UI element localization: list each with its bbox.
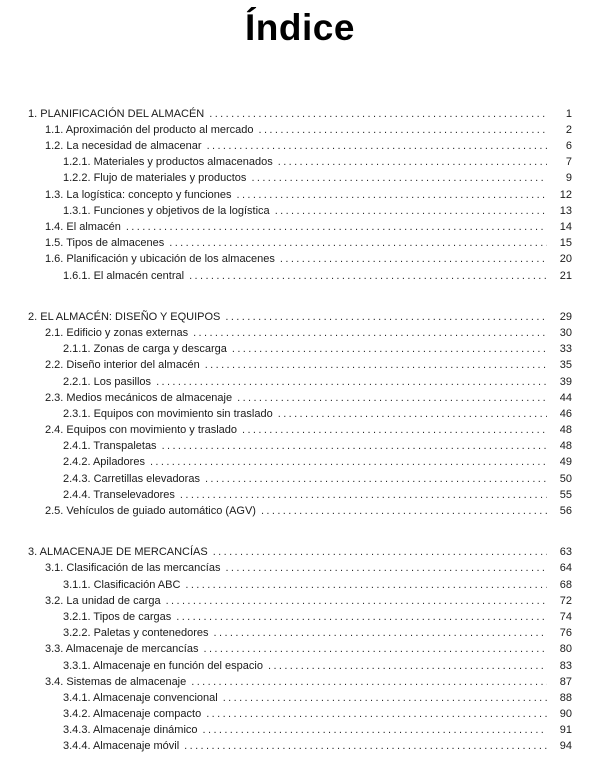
dot-leader: [203, 725, 547, 736]
dot-leader: [237, 393, 547, 404]
dot-leader: [251, 173, 547, 184]
toc-entry-page: 63: [559, 546, 572, 559]
toc-entry-page: 64: [559, 562, 572, 575]
toc-entry-page: 14: [559, 221, 572, 233]
toc-entry-label: 2.1.1. Zonas de carga y descarga: [63, 343, 227, 356]
toc-entry-label: 3.4.1. Almacenaje convencional: [63, 691, 218, 704]
toc-entry-label: 1.2.1. Materiales y productos almacenados: [63, 156, 273, 169]
toc-entry-label: 1.5. Tipos de almacenes: [45, 237, 165, 250]
toc-entry: [28, 125, 572, 141]
dot-leader: [180, 490, 547, 501]
toc-entry: [28, 709, 572, 725]
toc-entry-label: 1.2.2. Flujo de materiales y productos: [63, 172, 247, 185]
toc-entry-page: 46: [559, 407, 572, 420]
dot-leader: [150, 457, 547, 468]
dot-leader: [169, 238, 547, 249]
toc-entry-page: 50: [559, 472, 572, 485]
toc-entry-label: 1.4. El almacén: [45, 221, 121, 233]
toc-entry: [28, 474, 572, 490]
toc-entry: [28, 612, 572, 628]
toc-entry-page: 21: [559, 269, 572, 282]
toc-entry-label: 2.1. Edificio y zonas externas: [45, 326, 189, 339]
toc-entry-label: 1.3.1. Funciones y objetivos de la logística: [63, 204, 270, 217]
toc-entry-label: 3.1. Clasificación de las mercancías: [45, 562, 221, 575]
toc-entry: [28, 677, 572, 693]
toc-entry-page: 90: [559, 708, 572, 721]
toc-entry-page: 6: [565, 140, 572, 153]
toc-entry-page: 35: [559, 359, 572, 372]
dot-leader: [176, 612, 547, 623]
toc-entry-label: 3.4. Sistemas de almacenaje: [45, 675, 187, 688]
toc-entry: [28, 271, 572, 287]
toc-entry-page: 20: [559, 253, 572, 266]
dot-leader: [242, 425, 547, 436]
toc-entry: [28, 425, 572, 441]
dot-leader: [185, 580, 547, 591]
toc-entry: [28, 563, 572, 579]
toc-entry-label: 2.2.1. Los pasillos: [63, 375, 152, 388]
dot-leader: [280, 254, 547, 265]
toc-entry: [28, 206, 572, 222]
toc-entry-label: 2.3.1. Equipos con movimiento sin traslado: [63, 407, 273, 420]
toc-entry: [28, 441, 572, 457]
toc-entry-label: 2.4.4. Transelevadores: [63, 488, 175, 501]
dot-leader: [209, 109, 547, 120]
toc-entry-label: 1.6. Planificación y ubicación de los almacenes: [45, 253, 275, 266]
toc-entry: [28, 409, 572, 425]
toc-entry-page: 29: [559, 310, 572, 323]
toc-entry-page: 72: [559, 594, 572, 607]
toc-entry-label: 1.1. Aproximación del producto al mercado: [45, 123, 254, 136]
dot-leader: [126, 222, 547, 233]
toc-entry-page: 56: [559, 505, 572, 517]
toc-entry-label: 3. ALMACENAJE DE MERCANCÍAS: [28, 546, 208, 559]
dot-leader: [205, 360, 547, 371]
toc-entry-label: 2.4. Equipos con movimiento y traslado: [45, 424, 237, 437]
toc-entry-page: 94: [559, 740, 572, 753]
dot-leader: [268, 661, 547, 672]
toc-entry-label: 2.4.2. Apiladores: [63, 456, 145, 469]
toc-entry: [28, 222, 572, 238]
toc-entry-label: 2.4.1. Transpaletas: [63, 440, 157, 453]
toc-entry: [28, 580, 572, 596]
dot-leader: [225, 563, 547, 574]
toc-entry-page: 83: [559, 659, 572, 672]
toc-entry-page: 76: [559, 627, 572, 640]
toc-entry-page: 12: [559, 188, 572, 201]
dot-leader: [206, 709, 547, 720]
dot-leader: [232, 344, 547, 355]
toc-entry-label: 2.4.3. Carretillas elevadoras: [63, 472, 200, 485]
toc-entry: [28, 628, 572, 644]
toc-entry-page: 15: [559, 237, 572, 250]
toc-entry-page: 68: [559, 578, 572, 591]
toc-entry: [28, 644, 572, 660]
toc-entry-page: 9: [565, 172, 572, 185]
dot-leader: [223, 693, 547, 704]
dot-leader: [225, 312, 547, 323]
dot-leader: [275, 206, 547, 217]
toc-entry: [28, 741, 572, 757]
toc-entry: [28, 312, 572, 328]
dot-leader: [207, 141, 547, 152]
toc-entry-label: 2. EL ALMACÉN: DISEÑO Y EQUIPOS: [28, 310, 221, 323]
toc-entry-page: 44: [559, 391, 572, 404]
toc-entry-page: 91: [559, 724, 572, 737]
toc-entry-label: 3.2.2. Paletas y contenedores: [63, 627, 209, 640]
toc-entry: [28, 457, 572, 473]
dot-leader: [162, 441, 547, 452]
toc-entry: [28, 506, 572, 522]
toc-entry-label: 2.5. Vehículos de guiado automático (AGV): [45, 505, 256, 517]
toc-entry: [28, 190, 572, 206]
dot-leader: [278, 157, 547, 168]
toc-entry-page: 80: [559, 643, 572, 656]
toc-entry: [28, 725, 572, 741]
toc-entry-page: 48: [559, 440, 572, 453]
toc-entry: [28, 157, 572, 173]
toc-entry: [28, 141, 572, 157]
toc-entry-page: 55: [559, 488, 572, 501]
toc-entry: [28, 360, 572, 376]
toc-entry-label: 2.3. Medios mecánicos de almacenaje: [45, 391, 233, 404]
dot-leader: [191, 677, 547, 688]
toc-entry-page: 87: [559, 675, 572, 688]
dot-leader: [156, 377, 547, 388]
toc-entry: [28, 596, 572, 612]
toc-entry-label: 1. PLANIFICACIÓN DEL ALMACÉN: [28, 107, 205, 120]
toc-entry-page: 88: [559, 691, 572, 704]
toc-entry-page: 1: [565, 107, 572, 120]
toc-entry-label: 3.2.1. Tipos de cargas: [63, 610, 172, 623]
toc-entry-label: 3.4.3. Almacenaje dinámico: [63, 724, 198, 737]
dot-leader: [166, 596, 547, 607]
toc-entry: [28, 109, 572, 125]
toc-entry-page: 33: [559, 343, 572, 356]
dot-leader: [237, 190, 547, 201]
toc-entry-page: 13: [559, 204, 572, 217]
dot-leader: [259, 125, 547, 136]
toc-entry: [28, 693, 572, 709]
toc-entry-label: 1.6.1. El almacén central: [63, 269, 185, 282]
toc-entry-page: 2: [565, 123, 572, 136]
toc-entry: [28, 328, 572, 344]
toc-entry-label: 3.4.4. Almacenaje móvil: [63, 740, 180, 753]
toc-entry-label: 1.2. La necesidad de almacenar: [45, 140, 202, 153]
dot-leader: [193, 328, 547, 339]
dot-leader: [214, 628, 547, 639]
toc-entry-page: 49: [559, 456, 572, 469]
toc-entry: [28, 173, 572, 189]
toc-entry-label: 1.3. La logística: concepto y funciones: [45, 188, 232, 201]
toc-entry: [28, 490, 572, 506]
toc-entry-label: 3.3. Almacenaje de mercancías: [45, 643, 199, 656]
toc-entry: [28, 344, 572, 360]
toc-entry: [28, 238, 572, 254]
toc-entry-page: 39: [559, 375, 572, 388]
toc-entry-page: 7: [565, 156, 572, 169]
dot-leader: [205, 474, 547, 485]
toc-entry-label: 3.1.1. Clasificación ABC: [63, 578, 181, 591]
dot-leader: [261, 506, 547, 517]
dot-leader: [184, 741, 547, 752]
toc-entry-label: 3.2. La unidad de carga: [45, 594, 161, 607]
toc-entry-page: 74: [559, 610, 572, 623]
toc-entry-label: 2.2. Diseño interior del almacén: [45, 359, 200, 372]
dot-leader: [278, 409, 547, 420]
dot-leader: [203, 644, 547, 655]
toc-entry: [28, 661, 572, 677]
dot-leader: [213, 547, 547, 558]
toc-entry-label: 3.3.1. Almacenaje en función del espacio: [63, 659, 263, 672]
toc-entry: [28, 254, 572, 270]
dot-leader: [189, 271, 547, 282]
toc-entry-label: 3.4.2. Almacenaje compacto: [63, 708, 202, 721]
toc-entry-page: 30: [559, 326, 572, 339]
toc-entry: [28, 377, 572, 393]
toc-entry: [28, 393, 572, 409]
toc-entry-page: 48: [559, 424, 572, 437]
toc-entry: [28, 547, 572, 563]
toc-list: [28, 109, 572, 758]
page-title: Índice: [245, 7, 355, 48]
